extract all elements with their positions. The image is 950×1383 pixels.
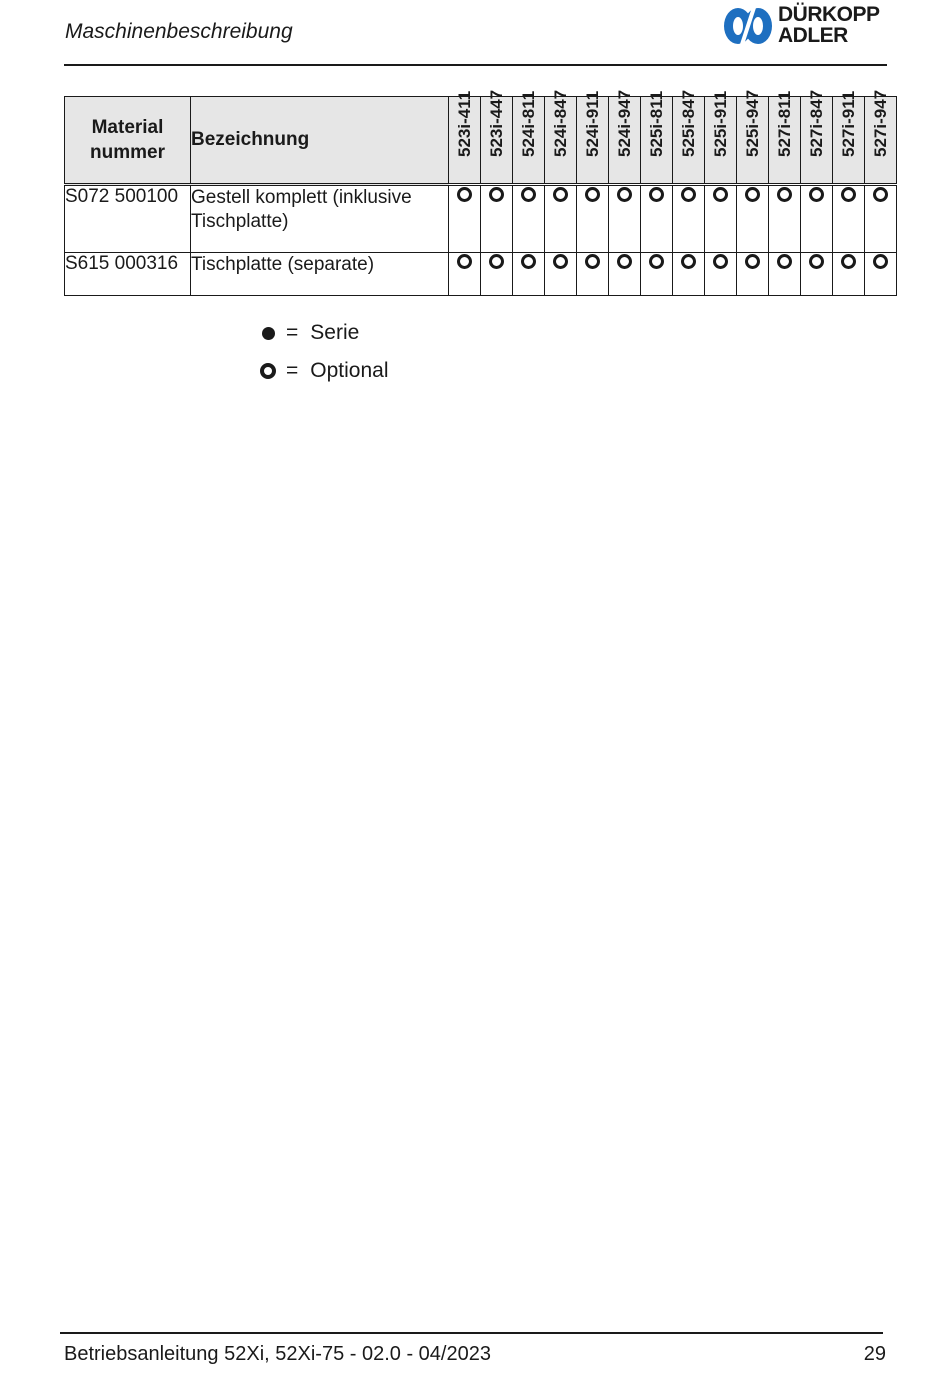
column-header-model — [577, 90, 609, 185]
availability-cell — [545, 253, 577, 296]
optional-ring-icon — [617, 254, 632, 269]
model-label: 527i-811 — [774, 90, 794, 157]
availability-cell — [577, 253, 609, 296]
column-header-material-line1: Material — [91, 117, 164, 138]
header-divider — [64, 64, 887, 66]
model-label: 524i-847 — [550, 89, 570, 157]
optional-ring-icon — [873, 187, 888, 202]
table-row — [65, 253, 897, 296]
optional-ring-icon — [585, 187, 600, 202]
column-header-model — [673, 89, 705, 185]
model-label: 527i-847 — [806, 89, 826, 157]
availability-cell — [481, 253, 513, 296]
optional-ring-icon — [777, 187, 792, 202]
optional-ring-icon — [713, 187, 728, 202]
availability-cell — [513, 185, 545, 253]
optional-ring-icon — [489, 254, 504, 269]
model-label: 523i-411 — [454, 90, 474, 157]
model-label: 525i-811 — [646, 90, 666, 157]
legend-equals: = — [286, 321, 299, 344]
column-header-material-line2: nummer — [90, 142, 165, 163]
page-header-title: Maschinenbeschreibung — [65, 20, 293, 43]
footer-divider — [60, 1332, 883, 1334]
availability-cell — [545, 185, 577, 253]
availability-cell — [449, 185, 481, 253]
optional-ring-icon — [521, 187, 536, 202]
footer-document-info: Betriebsanleitung 52Xi, 52Xi-75 - 02.0 - 04/2023 — [64, 1343, 491, 1365]
availability-cell — [641, 253, 673, 296]
optional-ring-icon — [585, 254, 600, 269]
brand-line-1: DÜRKOPP — [778, 3, 880, 26]
optional-ring-icon — [777, 254, 792, 269]
designation-cell: Gestell komplett (inklusive Tischplatte) — [191, 185, 449, 253]
optional-ring-icon — [553, 187, 568, 202]
column-header-model — [513, 90, 545, 185]
model-label: 524i-947 — [614, 89, 634, 157]
parts-table — [64, 89, 897, 296]
availability-cell — [705, 253, 737, 296]
availability-cell — [641, 185, 673, 253]
availability-cell — [737, 185, 769, 253]
availability-cell — [577, 185, 609, 253]
model-label: 524i-911 — [582, 90, 602, 157]
optional-ring-icon — [873, 254, 888, 269]
optional-ring-icon — [457, 187, 472, 202]
model-label: 523i-447 — [486, 89, 506, 157]
legend-label-serie: Serie — [310, 321, 360, 344]
column-header-model — [705, 90, 737, 185]
availability-cell — [449, 253, 481, 296]
legend-item-serie — [260, 314, 388, 352]
designation-cell: Tischplatte (separate) — [191, 253, 449, 296]
column-header-model — [481, 89, 513, 185]
optional-ring-icon — [649, 187, 664, 202]
column-header-model — [737, 89, 769, 185]
brand-wordmark — [778, 4, 880, 46]
column-header-model — [449, 90, 481, 185]
availability-cell — [801, 253, 833, 296]
availability-cell — [801, 185, 833, 253]
optional-ring-icon — [617, 187, 632, 202]
column-header-model — [865, 89, 897, 185]
column-header-model — [545, 89, 577, 185]
optional-ring-icon — [809, 254, 824, 269]
optional-ring-icon — [521, 254, 536, 269]
availability-cell — [513, 253, 545, 296]
model-label: 527i-947 — [870, 89, 890, 157]
availability-cell — [833, 185, 865, 253]
material-number-cell: S072 500100 — [65, 185, 191, 253]
optional-ring-icon — [809, 187, 824, 202]
legend-equals: = — [286, 359, 299, 382]
availability-cell — [673, 185, 705, 253]
optional-ring-icon — [681, 254, 696, 269]
availability-cell — [673, 253, 705, 296]
legend-item-optional — [260, 352, 388, 390]
availability-cell — [865, 253, 897, 296]
model-label: 525i-847 — [678, 89, 698, 157]
availability-cell — [833, 253, 865, 296]
model-label: 525i-911 — [710, 90, 730, 157]
column-header-model — [609, 89, 641, 185]
column-header-designation: Bezeichnung — [191, 97, 449, 185]
availability-cell — [865, 185, 897, 253]
symbol-legend — [260, 314, 388, 390]
availability-cell — [609, 185, 641, 253]
table-header-row — [65, 97, 897, 185]
filled-dot-icon — [262, 327, 275, 340]
page-number: 29 — [863, 1343, 886, 1365]
column-header-material-number — [65, 97, 191, 185]
availability-cell — [705, 185, 737, 253]
optional-ring-icon — [745, 254, 760, 269]
column-header-model — [801, 89, 833, 185]
optional-ring-icon — [457, 254, 472, 269]
legend-label-optional: Optional — [310, 359, 389, 382]
model-label: 527i-911 — [838, 90, 858, 157]
optional-ring-icon — [489, 187, 504, 202]
availability-cell — [769, 253, 801, 296]
column-header-model — [641, 90, 673, 185]
optional-ring-icon — [841, 187, 856, 202]
optional-ring-icon — [649, 254, 664, 269]
availability-cell — [737, 253, 769, 296]
table-row — [65, 185, 897, 253]
model-label: 524i-811 — [518, 90, 538, 157]
availability-cell — [481, 185, 513, 253]
optional-ring-icon — [713, 254, 728, 269]
optional-ring-icon — [841, 254, 856, 269]
material-number-cell: S615 000316 — [65, 253, 191, 296]
brand-line-2: ADLER — [778, 24, 848, 47]
column-header-model — [769, 90, 801, 185]
optional-ring-icon — [681, 187, 696, 202]
availability-cell — [769, 185, 801, 253]
model-label: 525i-947 — [742, 89, 762, 157]
optional-ring-icon — [745, 187, 760, 202]
column-header-model — [833, 90, 865, 185]
availability-cell — [609, 253, 641, 296]
optional-ring-icon — [553, 254, 568, 269]
ring-icon — [260, 363, 276, 379]
